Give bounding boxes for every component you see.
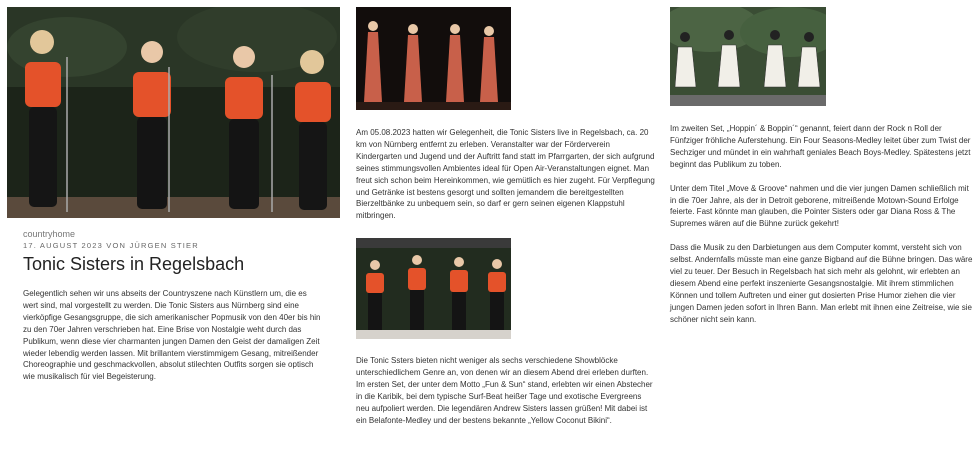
intro-paragraph	[23, 288, 323, 395]
paragraph-event: Am 05.08.2023 hatten wir Gelegenheit, die Tonic Sisters live in Regelsbach, ca. 20 km von Nürnberg entfernt zu erleben. Veranstalter war der Förderverein Kindergarten und Jugend und der Auftritt fand statt im Pfarrgarten, der sich aufgrund seines stimmungsvollen Ambientes ideal für Open Air-Veranstaltungen eignet. Man freut sich schon beim Hereinkommen, wie gemütlich es hier zugeht. Für Verpflegung und Getränke ist bestens gesorgt und sollten jemandem die bereitgestellten Bierzeltbänke zu unbequem sein, so darf er gern seinen eigenen Klappstuhl mitbringen.	[356, 128, 655, 221]
column-2-top-text	[356, 127, 656, 234]
photo-stage-orange-outfits	[356, 238, 511, 339]
intro-text: Gelegentlich sehen wir uns abseits der Countryszene nach Künstlern um, die es wert sind, mal vorgestellt zu werden. Die Tonic Sisters aus Nürnberg sind eine vierköpfige Gesangsgruppe, die sich amerikanischer Popmusik von den 40er bis hin zu den 70er Jahren verschrieben hat. Eine Brise von Nostalgie weht durch das Publikum, wenn diese vier charmanten jungen Damen den Geist der damaligen Zeit wieder lebendig werden lassen. Mit brillantem vierstimmigem Gesang, mitreißender Choreographie und geschmackvollen, absolut stilechten Outfits sorgen sie optisch wie musikalisch für viel Begeisterung.	[23, 289, 321, 382]
photo-floral-dresses	[670, 7, 826, 106]
paragraph-conclusion: Dass die Musik zu den Darbietungen aus dem Computer kommt, versteht sich von selbst. Andernfalls müsste man eine ganze Bigband auf die Bühne bringen. Das wäre viel zu teuer. Der Besuch in Regelsbach hat sich mehr als gelohnt, wir erlebten an diesem Abend eine perfekt inszenierte Gesangsnostalgie. Mit ihrem stimmlichen Können und tollem Auftreten und einer gut dosierten Prise Humor ziehen die vier jungen Damen jeden sofort in Ihren Bann. Man erlebt mit ihnen eine Zeitreise, wie sie schöner nicht sein kann.	[670, 243, 973, 324]
post-date: 17. AUGUST 2023	[23, 241, 103, 250]
column-2-bottom-text	[356, 355, 656, 438]
hero-photo-orange-outfits	[7, 7, 340, 218]
post-title: Tonic Sisters in Regelsbach	[23, 254, 245, 274]
post-category-link[interactable]: countryhome	[23, 229, 76, 239]
paragraph-third-set: Unter dem Titel „Move & Groove“ nahmen und die vier jungen Damen schließlich mit in die 70er Jahre, als der in Detroit geborene, mitreißende Motown-Sound Erfolge feierte. Fast könnte man glauben, die Pointer Sisters oder gar Diana Ross & The Supremes wären auf die Bühne zurück gekehrt!	[670, 183, 969, 229]
photo-sequin-dresses	[356, 7, 511, 110]
post-meta	[23, 241, 199, 250]
column-3-text	[670, 123, 975, 338]
paragraph-first-set: Die Tonic Ssters bieten nicht weniger als sechs verschiedene Showblöcke unterschiedlichem Genre an, von denen wir an diesem Abend drei erleben durften. Im ersten Set, der unter dem Motto „Fun & Sun“ stand, erlebten wir einen Abstecher in die Karibik, bei dem typische Surf-Beat heißer Tage und exotische Evergreens neu aufpoliert werden. Die legendären Andrew Sisters lassen grüßen! Mit dabei ist ein Belafonte-Medley und der bestens bekannte „Yellow Coconut Bikini“.	[356, 356, 653, 425]
post-author-link[interactable]: JÜRGEN STIER	[129, 241, 199, 250]
post-by: VON	[106, 241, 127, 250]
paragraph-second-set: Im zweiten Set, „Hoppin´ & Boppin´“ genannt, feiert dann der Rock n Roll der Fünfziger fröhliche Auferstehung. Ein Four Seasons-Medley leitet über zum Twist der Sechziger und mündet in ein wahrhaft geniales Beach Boys-Medley. Spätestens jetzt beginnt das Publikum zu toben.	[670, 124, 971, 169]
